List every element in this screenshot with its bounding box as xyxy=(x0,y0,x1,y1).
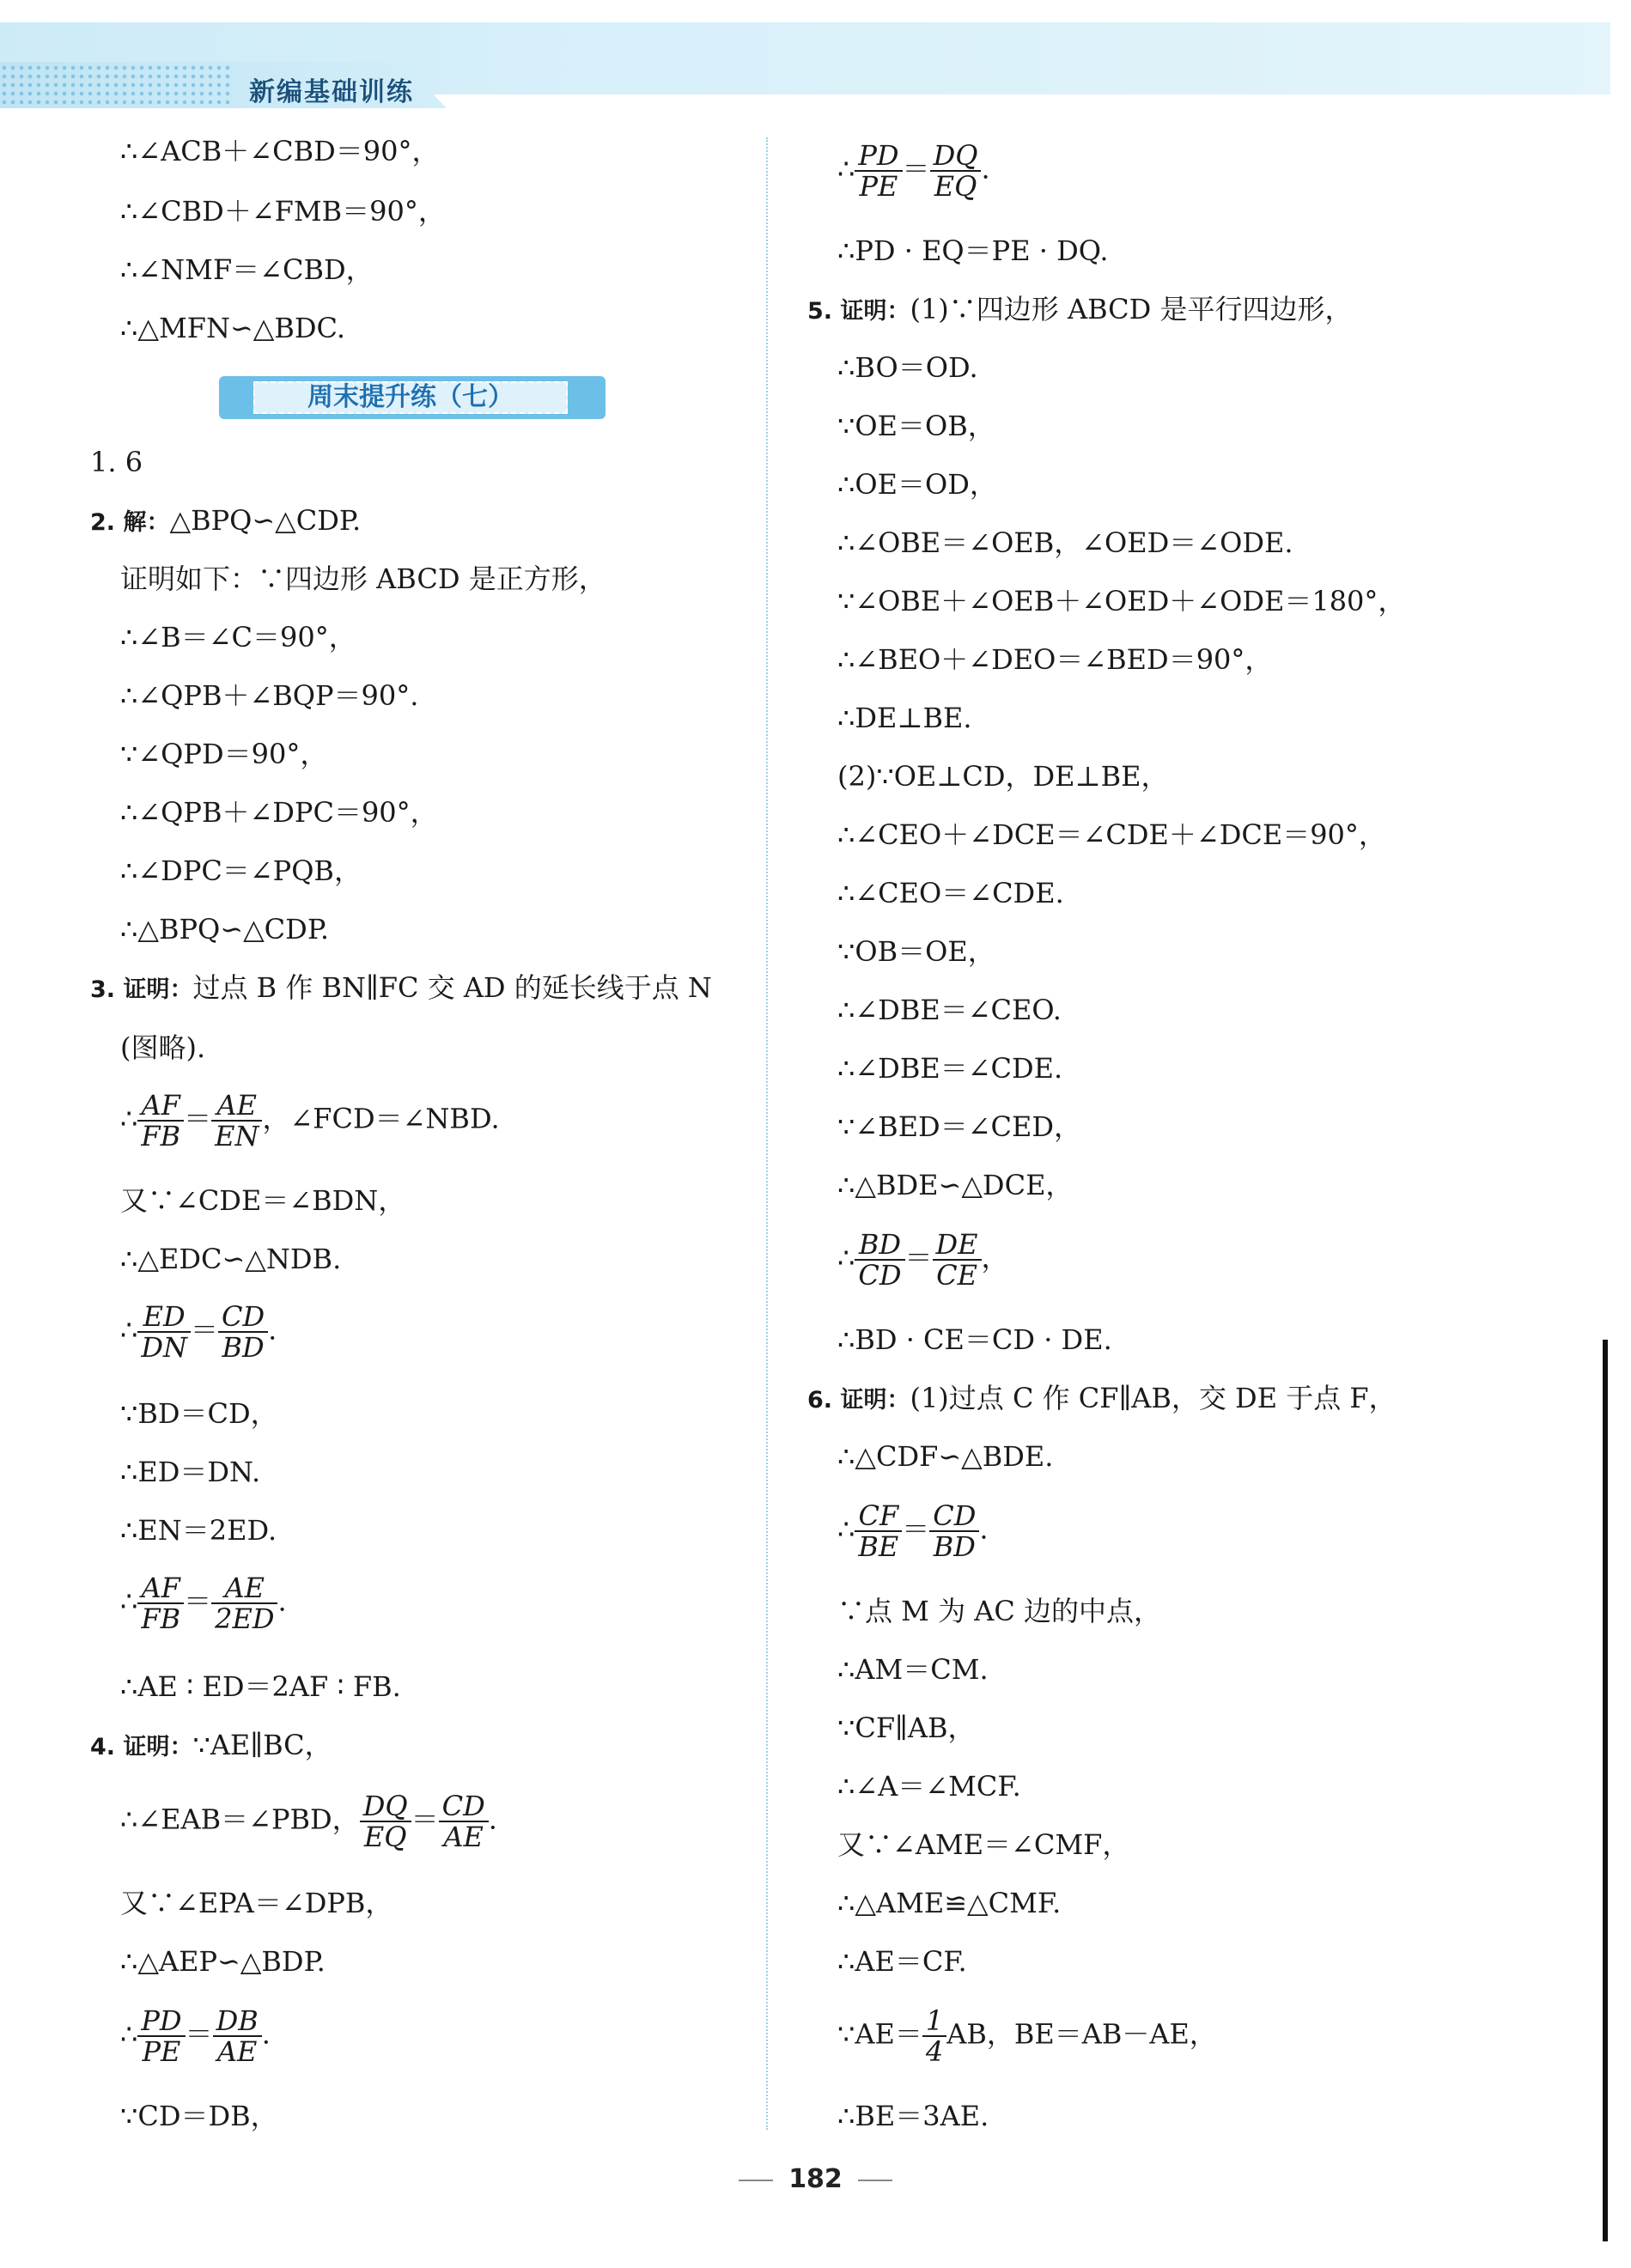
text-line: ∴PD · EQ＝PE · DQ. xyxy=(837,234,1109,267)
numerator: 1 xyxy=(922,2006,946,2037)
fraction-line: ∴ $\frac{PD}{PE}$ ＝ $\frac{DB}{AE}$ . xyxy=(120,2004,271,2068)
fraction-line: ∴ $\frac{BD}{CD}$ ＝ $\frac{DE}{CE}$ ， xyxy=(837,1228,1009,1292)
question-number: 2. 解： xyxy=(90,509,170,536)
text-line: ∴△EDC∽△NDB. xyxy=(120,1243,342,1275)
fraction xyxy=(933,1230,982,1290)
numerator: AE xyxy=(211,1573,277,1604)
text-line: ∴BD · CE＝CD · DE. xyxy=(837,1323,1112,1356)
text-line: ∴∠QPB＋∠DPC＝90°， xyxy=(120,796,438,829)
fraction-line: ∴ $\frac{CF}{BE}$ ＝ $\frac{CD}{BD}$ . xyxy=(837,1499,989,1563)
text-line: ∴∠QPB＋∠BQP＝90°. xyxy=(120,679,419,712)
fraction xyxy=(213,2006,262,2066)
header-dot-pattern xyxy=(0,64,232,106)
fraction xyxy=(211,1091,262,1151)
text-line: ∴EN＝2ED. xyxy=(120,1514,277,1547)
question-4 xyxy=(90,1728,332,1765)
numerator: PD xyxy=(855,141,902,172)
header-title: 新编基础训练 xyxy=(249,77,414,107)
fraction-line: ∴ $\frac{ED}{DN}$ ＝ $\frac{CD}{BD}$ . xyxy=(120,1300,277,1364)
denominator: CE xyxy=(936,1259,977,1292)
numerator: DE xyxy=(933,1230,982,1261)
text-line: ∴OE＝OD， xyxy=(837,468,997,501)
numerator: ED xyxy=(137,1302,191,1333)
text-line: ∵BD＝CD， xyxy=(120,1397,278,1430)
text-line: ∴ED＝DN. xyxy=(120,1456,261,1488)
section-title: 周末提升练（七） xyxy=(253,381,568,414)
text-fragment: AB，BE＝AB－AE， xyxy=(946,2017,1217,2051)
footer-rule-right xyxy=(858,2180,892,2181)
fraction xyxy=(137,1573,184,1633)
numerator: AE xyxy=(211,1091,262,1122)
text-line: ∴∠ACB＋∠CBD＝90°， xyxy=(120,135,440,167)
numerator: BD xyxy=(855,1230,904,1261)
fraction-line: ∴∠EAB＝∠PBD， $\frac{DQ}{EQ}$ ＝ $\frac{CD}{AE}$ . xyxy=(120,1790,497,1853)
question-number: 5. 证明： xyxy=(807,298,910,325)
text-line: ∴△CDF∽△BDE. xyxy=(837,1440,1054,1473)
text-fragment: ∵AE＝ xyxy=(837,2017,922,2051)
question-text: ∵AE∥BC， xyxy=(192,1729,332,1761)
denominator: EQ xyxy=(934,170,977,203)
text-line: 又∵∠CDE＝∠BDN， xyxy=(120,1184,406,1217)
text-line: ∴∠B＝∠C＝90°， xyxy=(120,621,356,654)
denominator: AE xyxy=(216,2035,258,2068)
denominator: EN xyxy=(215,1120,259,1152)
footer-rule-left xyxy=(739,2180,773,2181)
fraction-line: ∴ $\frac{AF}{FB}$ ＝ $\frac{AE}{EN}$ ，∠FCD＝∠NBD. xyxy=(120,1089,500,1152)
text-line: ∴∠DBE＝∠CEO. xyxy=(837,994,1062,1026)
text-line: ∴∠DPC＝∠PQB， xyxy=(120,854,362,887)
text-line: ∵CF∥AB， xyxy=(837,1712,976,1744)
question-text: △BPQ∽△CDP. xyxy=(169,504,362,537)
numerator: AF xyxy=(137,1091,184,1122)
text-line: ∴∠DBE＝∠CDE. xyxy=(837,1052,1063,1085)
fraction xyxy=(855,141,902,201)
numerator: CF xyxy=(855,1501,902,1532)
numerator: CD xyxy=(218,1302,268,1333)
text-line: ∴AE＝CF. xyxy=(837,1945,967,1978)
page-footer xyxy=(0,2164,1631,2194)
section-banner xyxy=(219,376,606,419)
numerator: DQ xyxy=(930,141,982,172)
text-line: (2)∵OE⊥CD，DE⊥BE， xyxy=(837,760,1169,793)
text-line: ∵∠BED＝∠CED， xyxy=(837,1110,1082,1143)
text-line: ∴△AEP∽△BDP. xyxy=(120,1945,326,1978)
text-line: ∴∠CEO＋∠DCE＝∠CDE＋∠DCE＝90°， xyxy=(837,818,1386,851)
denominator: BE xyxy=(858,1530,899,1563)
text-line: 又∵∠AME＝∠CMF， xyxy=(837,1828,1130,1861)
question-text: (1)过点 C 作 CF∥AB，交 DE 于点 F， xyxy=(910,1382,1397,1414)
text-line: ∴DE⊥BE. xyxy=(837,702,972,734)
text-line: ∴△BDE∽△DCE， xyxy=(837,1169,1074,1201)
denominator: DN xyxy=(141,1331,188,1364)
denominator: BD xyxy=(933,1530,976,1563)
text-line: 又∵∠EPA＝∠DPB， xyxy=(120,1887,393,1919)
text-line: ∵点 M 为 AC 边的中点， xyxy=(837,1595,1162,1627)
fraction-line: ∴ $\frac{AF}{FB}$ ＝ $\frac{AE}{2ED}$ . xyxy=(120,1572,287,1635)
text-line: ∴AE ∶ ED＝2AF ∶ FB. xyxy=(120,1670,401,1703)
page-edge-shadow xyxy=(1603,1340,1608,2241)
text-line: ∴BE＝3AE. xyxy=(837,2100,989,2132)
page-number: 182 xyxy=(788,2164,843,2194)
fraction xyxy=(439,1791,489,1851)
fraction xyxy=(929,1501,979,1561)
fraction xyxy=(211,1573,277,1633)
text-line: ∵OE＝OB， xyxy=(837,410,995,442)
text-line: (图略). xyxy=(120,1031,206,1064)
numerator: DQ xyxy=(360,1791,411,1822)
question-number: 4. 证明： xyxy=(90,1734,193,1760)
denominator: FB xyxy=(141,1602,181,1635)
text-line: ∴∠A＝∠MCF. xyxy=(837,1770,1021,1803)
fraction xyxy=(855,1501,902,1561)
question-3 xyxy=(90,970,712,1007)
numerator: AF xyxy=(137,1573,184,1604)
numerator: PD xyxy=(137,2006,185,2037)
text-line: ∴△AME≌△CMF. xyxy=(837,1887,1062,1919)
text-line: ∵OB＝OE， xyxy=(837,935,995,968)
fraction-line: ∴ $\frac{PD}{PE}$ ＝ $\frac{DQ}{EQ}$ . xyxy=(837,139,990,203)
therefore-symbol: ∴ xyxy=(120,1102,138,1135)
denominator: FB xyxy=(141,1120,181,1152)
text-line: ∵∠QPD＝90°， xyxy=(120,738,328,770)
text-line: ∴AM＝CM. xyxy=(837,1653,989,1686)
text-fragment: ，∠FCD＝∠NBD. xyxy=(262,1102,500,1135)
question-5 xyxy=(807,292,1353,329)
answer-1: 1. 6 xyxy=(90,446,143,478)
fraction xyxy=(218,1302,268,1362)
question-6 xyxy=(807,1381,1397,1418)
column-divider xyxy=(766,137,768,2130)
fraction xyxy=(855,1230,904,1290)
question-2 xyxy=(90,503,361,540)
text-line: ∵CD＝DB， xyxy=(120,2100,278,2132)
question-text: 过点 B 作 BN∥FC 交 AD 的延长线于点 N xyxy=(192,971,712,1004)
denominator: 2ED xyxy=(215,1602,275,1635)
text-line: ∴∠OBE＝∠OEB，∠OED＝∠ODE. xyxy=(837,526,1293,559)
text-line: ∴△BPQ∽△CDP. xyxy=(120,913,330,946)
denominator: BD xyxy=(222,1331,265,1364)
fraction xyxy=(930,141,982,201)
text-line: ∴∠NMF＝∠CBD， xyxy=(120,253,374,286)
fraction xyxy=(922,2006,946,2066)
text-line: ∴△MFN∽△BDC. xyxy=(120,312,346,344)
fraction xyxy=(137,1091,184,1151)
fraction-line xyxy=(837,2006,1217,2066)
fraction xyxy=(360,1791,411,1851)
denominator: CD xyxy=(858,1259,902,1292)
fraction xyxy=(137,2006,185,2066)
numerator: CD xyxy=(929,1501,979,1532)
denominator: AE xyxy=(443,1821,484,1853)
numerator: DB xyxy=(213,2006,262,2037)
text-line: ∴BO＝OD. xyxy=(837,351,978,384)
denominator: PE xyxy=(142,2035,181,2068)
text-line: ∴∠CEO＝∠CDE. xyxy=(837,877,1064,909)
text-line: ∴∠CBD＋∠FMB＝90°， xyxy=(120,195,446,228)
denominator: EQ xyxy=(363,1821,407,1853)
text-line: ∵∠OBE＋∠OEB＋∠OED＋∠ODE＝180°， xyxy=(837,585,1406,617)
question-number: 3. 证明： xyxy=(90,976,193,1003)
question-text: (1)∵四边形 ABCD 是平行四边形， xyxy=(910,293,1353,325)
denominator: PE xyxy=(859,170,898,203)
text-line: ∴∠BEO＋∠DEO＝∠BED＝90°， xyxy=(837,643,1273,676)
question-number: 6. 证明： xyxy=(807,1387,910,1414)
numerator: CD xyxy=(439,1791,489,1822)
denominator: 4 xyxy=(925,2035,944,2068)
fraction xyxy=(137,1302,191,1362)
text-line: 证明如下：∵四边形 ABCD 是正方形， xyxy=(120,562,606,595)
text-fragment: ∴∠EAB＝∠PBD， xyxy=(120,1803,360,1836)
